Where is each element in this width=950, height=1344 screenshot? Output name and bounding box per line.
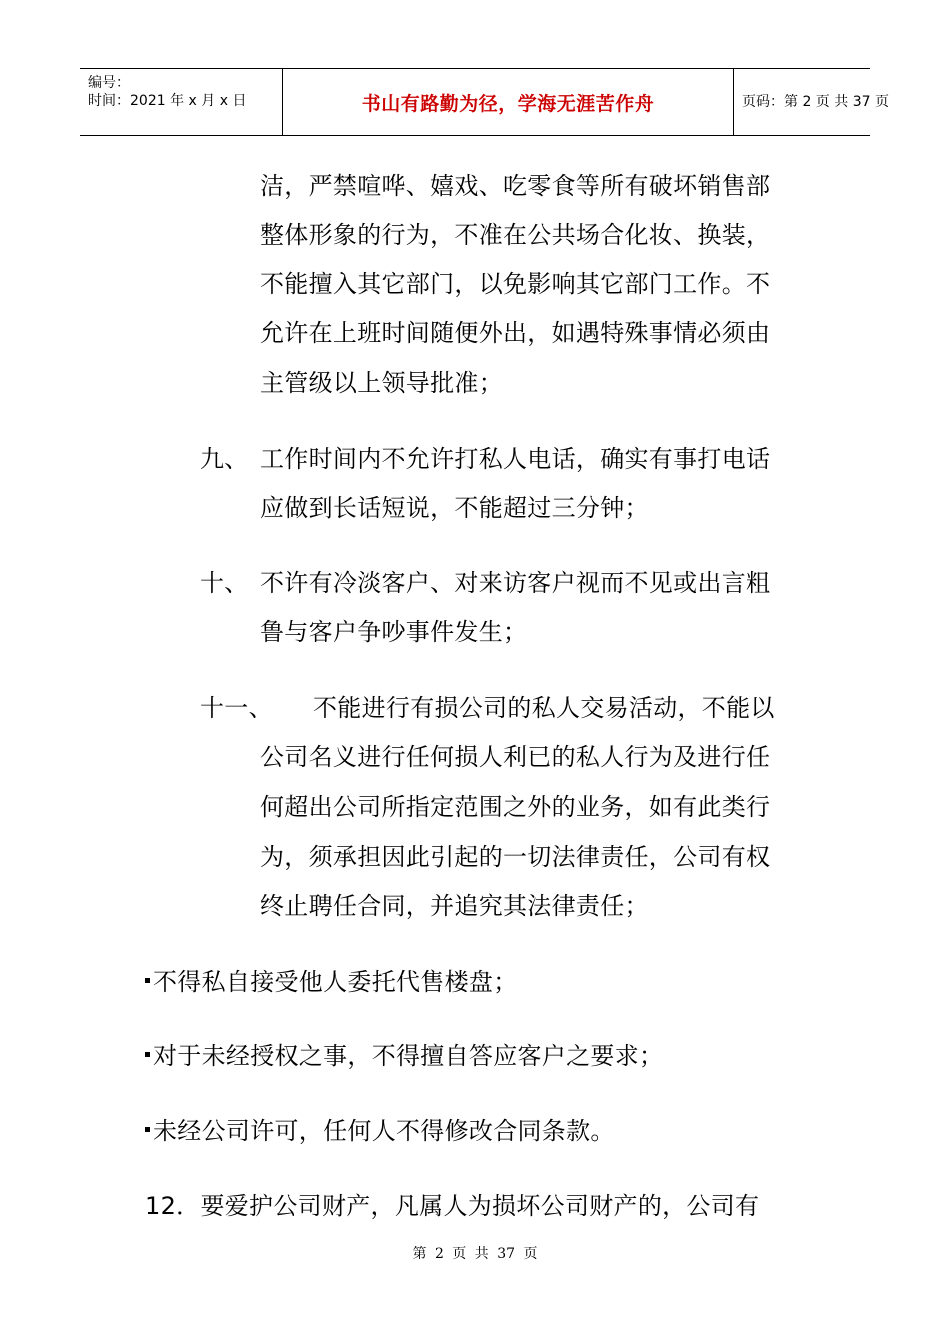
- bullet-item: [145, 1116, 615, 1146]
- item-line: 不许有冷淡客户、对来访客户视而不见或出言粗: [260, 569, 771, 597]
- item-line: 终止聘任合同，并追究其法律责任；: [260, 892, 649, 920]
- header-page-code: 页码：第 2 页 共 37 页: [742, 94, 889, 110]
- paragraph-line: 洁，严禁喧哗、嬉戏、吃零食等所有破坏销售部: [260, 172, 771, 200]
- bullet-square-icon: [145, 1052, 150, 1057]
- document-number-label: 编号：: [88, 75, 130, 91]
- item-line: 为，须承担因此引起的一切法律责任，公司有权: [260, 843, 771, 871]
- header-page-cell: [734, 69, 889, 135]
- bullet-text: 不得私自接受他人委托代售楼盘；: [153, 968, 518, 996]
- item-line: 公司名义进行任何损人利已的私人行为及进行任: [260, 743, 771, 771]
- item-line: 鲁与客户争吵事件发生；: [260, 618, 528, 646]
- document-header: [80, 68, 889, 136]
- bullet-square-icon: [145, 978, 150, 983]
- item-number: 九、: [200, 445, 249, 473]
- header-motto-cell: [282, 69, 734, 135]
- item-line: 工作时间内不允许打私人电话，确实有事打电话: [260, 445, 771, 473]
- item-line: 应做到长话短说，不能超过三分钟；: [260, 494, 649, 522]
- paragraph-line: 允许在上班时间随便外出，如遇特殊事情必须由: [260, 319, 771, 347]
- paragraph-line: 主管级以上领导批准；: [260, 369, 503, 397]
- item-line: 不能进行有损公司的私人交易活动，不能以: [313, 694, 775, 722]
- item-line: 12．要爱护公司财产，凡属人为损坏公司财产的，公司有: [145, 1192, 760, 1220]
- header-meta-cell: [80, 69, 282, 135]
- bullet-item: [145, 967, 518, 997]
- item-number: 十、: [200, 569, 249, 597]
- bullet-text: 未经公司许可，任何人不得修改合同条款。: [153, 1117, 615, 1145]
- page-footer: 第 2 页 共 37 页: [412, 1246, 538, 1262]
- item-number: 十一、: [200, 694, 273, 722]
- header-motto: 书山有路勤为径，学海无涯苦作舟: [361, 92, 655, 115]
- document-time-label: 时间：2021 年 x 月 x 日: [88, 93, 247, 109]
- paragraph-line: 不能擅入其它部门，以免影响其它部门工作。不: [260, 270, 771, 298]
- bullet-text: 对于未经授权之事，不得擅自答应客户之要求；: [153, 1042, 664, 1070]
- bullet-square-icon: [145, 1127, 150, 1132]
- item-line: 何超出公司所指定范围之外的业务，如有此类行: [260, 793, 771, 821]
- bullet-item: [145, 1041, 663, 1071]
- paragraph-line: 整体形象的行为，不准在公共场合化妆、换装，: [260, 221, 771, 249]
